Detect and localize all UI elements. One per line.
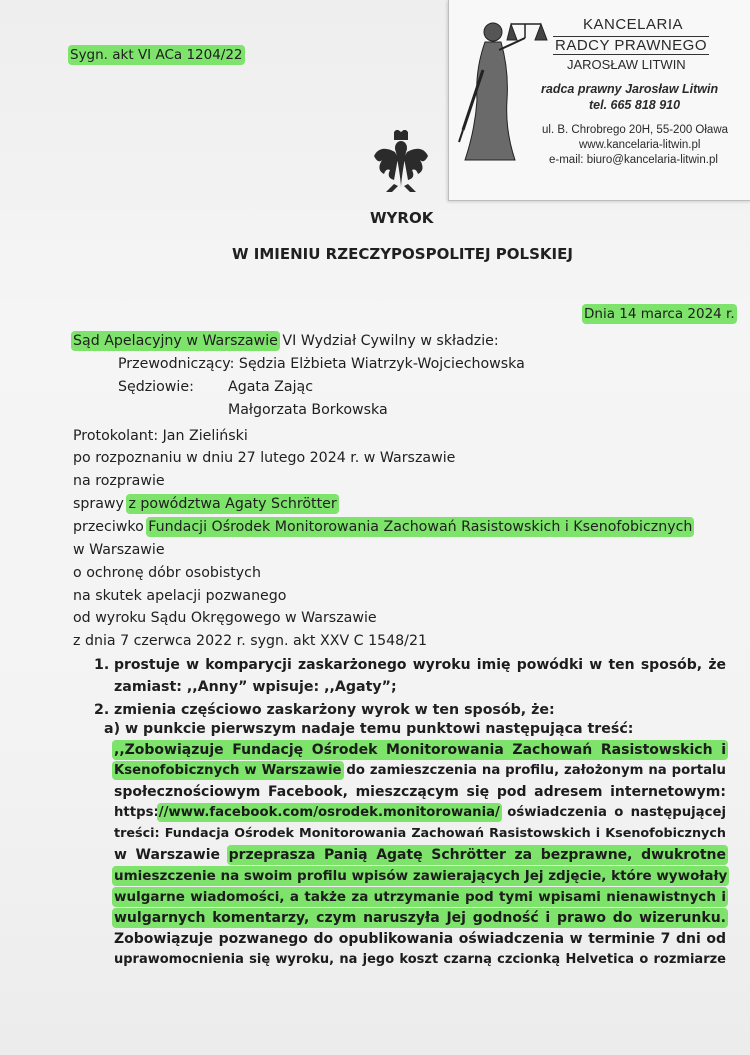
przeciwko-prefix: przeciwko xyxy=(73,519,149,535)
judgment-date xyxy=(584,305,735,323)
point-1-number: 1. xyxy=(94,657,110,673)
quote-line-9-hl: wulgarnych komentarzy, czym naruszyła Jej godność i prawo do wizerunku. xyxy=(114,910,726,926)
stamp-role: radca prawny Jarosław Litwin xyxy=(541,82,719,96)
plaintiff-highlight: z powództwa Agaty Schrötter xyxy=(128,496,337,512)
point-1-line-1 xyxy=(114,655,726,675)
rozpoznanie-line: po rozpoznaniu w dniu 27 lutego 2024 r. w Warszawie xyxy=(73,450,456,466)
court-name: Sąd Apelacyjny w Warszawie xyxy=(73,333,278,349)
na-rozprawie-line: na rozprawie xyxy=(73,473,165,489)
point-1-line-2: zamiast: ,,Anny” wpisuje: ,,Agaty”; xyxy=(114,679,397,695)
chair-line: Przewodniczący: Sędzia Elżbieta Wiatrzyk-Wojciechowska xyxy=(118,356,525,372)
z-dnia-line: z dnia 7 czerwca 2022 r. sygn. akt XXV C 1548/21 xyxy=(73,633,428,649)
polish-eagle-icon xyxy=(372,130,430,196)
quote-line-6 xyxy=(114,845,726,865)
judges-label: Sędziowie: xyxy=(118,379,194,395)
w-warszawie-line: w Warszawie xyxy=(73,542,165,558)
quote-line-9 xyxy=(114,908,726,928)
sprawy-prefix: sprawy xyxy=(73,496,129,512)
quote-line-10 xyxy=(114,929,726,949)
quote-line-11 xyxy=(114,950,726,970)
point-1-text-1: prostuje w komparycji zaskarżonego wyroku imię powódki w ten sposób, że xyxy=(114,657,726,673)
quote-line-8-hl: wulgarne wiadomości, a także za utrzymanie pod tymi wpisami nienawistnych i xyxy=(114,889,726,905)
quote-line-11-text: uprawomocnienia się wyroku, na jego koszt czarną czcionką Helvetica o rozmiarze xyxy=(114,952,726,967)
od-wyroku-line: od wyroku Sądu Okręgowego w Warszawie xyxy=(73,610,377,626)
point-2-line-1: zmienia częściowo zaskarżony wyrok w ten sposób, że: xyxy=(114,702,555,718)
stamp-address: ul. B. Chrobrego 20H, 55-200 Oława xyxy=(542,124,729,136)
quote-line-8 xyxy=(114,887,726,907)
quote-line-4 xyxy=(114,803,726,823)
defendant-highlight: Fundacji Ośrodek Monitorowania Zachowań Rasistowskich i Ksenofobicznych xyxy=(148,519,693,535)
quote-line-2-rest: do zamieszczenia na profilu, założonym na portalu xyxy=(341,763,726,778)
quote-line-7 xyxy=(114,866,726,886)
quote-line-6-hl: przeprasza Panią Agatę Schrötter za bezprawne, dwukrotne xyxy=(228,847,726,863)
stamp-line2: RADCY PRAWNEGO xyxy=(555,37,708,54)
quote-line-1-hl: ,,Zobowiązuje Fundację Ośrodek Monitorowania Zachowań Rasistowskich i xyxy=(114,742,726,758)
quote-line-5 xyxy=(114,824,726,844)
quote-line-6-pre: w Warszawie xyxy=(114,847,229,863)
stamp-phone: tel. 665 818 910 xyxy=(589,98,681,112)
judge-1: Agata Zając xyxy=(228,379,314,395)
judgment-date-text: Dnia 14 marca 2024 r. xyxy=(584,306,735,322)
document-title: WYROK xyxy=(370,209,434,227)
quote-line-4-pre: https: xyxy=(114,805,159,820)
stamp-website: www.kancelaria-litwin.pl xyxy=(579,139,701,151)
court-line xyxy=(73,332,499,350)
lady-justice-icon xyxy=(455,10,555,170)
quote-line-3-text: społecznościowym Facebook, mieszczącym się pod adresem internetowym: xyxy=(114,784,726,800)
court-rest: VI Wydział Cywilny w składzie: xyxy=(282,333,499,349)
quote-line-5-text: treści: Fundacja Ośrodek Monitorowania Zachowań Rasistowskich i Ksenofobicznych xyxy=(114,826,726,841)
quote-line-2-hl: Ksenofobicznych w Warszawie xyxy=(114,763,342,778)
judge-2: Małgorzata Borkowska xyxy=(228,402,388,418)
quote-line-3 xyxy=(114,782,726,802)
quote-line-7-hl: umieszczenie na swoim profilu wpisów zawierających Jej zdjęcie, które wywołały xyxy=(114,868,728,884)
apelacji-line: na skutek apelacji pozwanego xyxy=(73,588,287,604)
point-2a-line: a) w punkcie pierwszym nadaje temu punktowi następująca treść: xyxy=(104,721,634,737)
protokolant-line: Protokolant: Jan Zieliński xyxy=(73,428,248,444)
przeciwko-line xyxy=(73,518,692,536)
document-subtitle: W IMIENIU RZECZYPOSPOLITEJ POLSKIEJ xyxy=(232,245,573,263)
quote-line-2 xyxy=(114,761,726,781)
point-2-number: 2. xyxy=(94,702,110,718)
ochrone-line: o ochronę dóbr osobistych xyxy=(73,565,261,581)
stamp-email: e-mail: biuro@kancelaria-litwin.pl xyxy=(549,154,718,166)
quote-line-4-rest: oświadczenia o następującej xyxy=(499,805,726,820)
case-reference xyxy=(70,46,243,64)
stamp-line3: JAROSŁAW LITWIN xyxy=(567,57,686,72)
quote-line-1 xyxy=(114,740,726,760)
quote-line-10-text: Zobowiązuje pozwanego do opublikowania oświadczenia w terminie 7 dni od xyxy=(114,931,726,947)
stamp-line1: KANCELARIA xyxy=(583,16,684,33)
sprawy-line xyxy=(73,495,337,513)
facebook-url-highlight: //www.facebook.com/osrodek.monitorowania/ xyxy=(158,805,500,820)
case-reference-text: Sygn. akt VI ACa 1204/22 xyxy=(70,47,243,63)
